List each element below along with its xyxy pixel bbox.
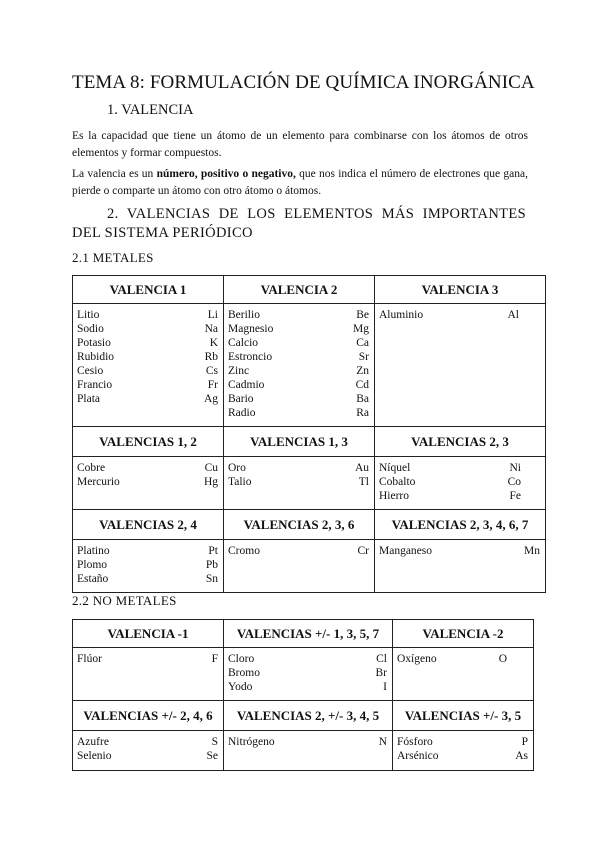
element-entry <box>228 735 388 749</box>
nonmetals-valence-table <box>72 619 534 771</box>
element-entry <box>228 392 370 406</box>
element-symbol: Br <box>375 667 387 679</box>
element-entry <box>228 378 370 392</box>
element-list <box>77 540 219 588</box>
section-heading-valencias-elementos: 2. VALENCIAS DE LOS ELEMENTOS MÁS IMPORTANTES DEL SISTEMA PERIÓDICO <box>72 206 526 241</box>
element-name: Bario <box>228 393 254 405</box>
element-name: Potasio <box>77 337 111 349</box>
group-header: VALENCIAS +/- 3, 5 <box>393 701 534 731</box>
element-entry <box>77 350 219 364</box>
element-name: Talio <box>228 476 252 488</box>
element-cell <box>375 457 546 510</box>
element-list <box>228 304 370 422</box>
element-name: Estaño <box>77 573 109 585</box>
element-symbol: N <box>378 736 387 748</box>
element-entry <box>77 475 219 489</box>
element-name: Yodo <box>228 681 253 693</box>
element-symbol: Rb <box>204 351 218 363</box>
table-row <box>73 648 534 701</box>
element-symbol: Ra <box>356 407 369 419</box>
element-entry <box>379 308 541 322</box>
element-name: Estroncio <box>228 351 273 363</box>
element-entry <box>228 364 370 378</box>
element-symbol: Ni <box>509 462 521 474</box>
element-symbol: Pb <box>205 559 218 571</box>
element-name: Berilio <box>228 309 260 321</box>
element-name: Cromo <box>228 545 260 557</box>
group-header: VALENCIAS 2, 3 <box>375 427 546 457</box>
element-name: Mercurio <box>77 476 120 488</box>
element-entry <box>77 308 219 322</box>
element-entry <box>228 475 370 489</box>
element-name: Bromo <box>228 667 260 679</box>
element-name: Cadmio <box>228 379 265 391</box>
element-name: Nitrógeno <box>228 736 275 748</box>
element-symbol: S <box>211 736 218 748</box>
element-symbol: Cr <box>357 545 369 557</box>
element-name: Cloro <box>228 653 255 665</box>
element-symbol: Fr <box>207 379 218 391</box>
element-list <box>379 540 541 560</box>
element-entry <box>397 735 529 749</box>
element-symbol: Sr <box>358 351 369 363</box>
element-symbol: Cu <box>204 462 218 474</box>
group-header: VALENCIAS 2, 4 <box>73 510 224 540</box>
element-symbol: Fe <box>509 490 521 502</box>
element-entry <box>77 364 219 378</box>
element-name: Hierro <box>379 490 410 502</box>
element-name: Arsénico <box>397 750 439 762</box>
element-list <box>77 731 219 765</box>
element-list <box>379 457 541 505</box>
element-list <box>77 304 219 408</box>
group-header: VALENCIAS 1, 3 <box>224 427 375 457</box>
element-symbol: Al <box>507 309 519 321</box>
element-symbol: K <box>209 337 218 349</box>
element-name: Selenio <box>77 750 112 762</box>
element-entry <box>77 322 219 336</box>
paragraph-bold-text: número, positivo o negativo, <box>156 168 296 180</box>
table-row <box>73 731 534 771</box>
element-symbol: As <box>515 750 528 762</box>
element-symbol: Sn <box>205 573 218 585</box>
element-entry <box>228 652 388 666</box>
element-cell <box>73 648 224 701</box>
element-symbol: Ba <box>356 393 369 405</box>
element-symbol: Ag <box>203 393 218 405</box>
element-name: Aluminio <box>379 309 424 321</box>
element-cell <box>393 731 534 771</box>
element-list <box>77 457 219 491</box>
table-header-row <box>73 701 534 731</box>
element-entry <box>397 749 529 763</box>
table-row <box>73 457 546 510</box>
element-name: Oxígeno <box>397 653 437 665</box>
element-entry <box>379 489 541 503</box>
element-list <box>397 731 529 765</box>
element-entry <box>228 308 370 322</box>
table-header-row <box>73 620 534 648</box>
group-header: VALENCIAS 2, 3, 4, 6, 7 <box>375 510 546 540</box>
valencia-number-paragraph <box>72 166 528 200</box>
element-cell <box>393 648 534 701</box>
element-list <box>379 304 541 324</box>
element-name: Zinc <box>228 365 250 377</box>
element-symbol: Tl <box>358 476 369 488</box>
element-symbol: Co <box>507 476 521 488</box>
element-symbol: Cs <box>205 365 218 377</box>
element-list <box>228 457 370 491</box>
element-symbol: Be <box>356 309 369 321</box>
group-header: VALENCIA -2 <box>393 620 534 648</box>
element-symbol: F <box>211 653 218 665</box>
element-entry <box>77 652 219 666</box>
element-symbol: Zn <box>356 365 369 377</box>
element-name: Sodio <box>77 323 104 335</box>
element-list <box>228 540 370 560</box>
element-entry <box>379 544 541 558</box>
table-row <box>73 304 546 427</box>
element-entry <box>379 475 541 489</box>
group-header: VALENCIAS 2, 3, 6 <box>224 510 375 540</box>
element-name: Platino <box>77 545 110 557</box>
element-entry <box>228 544 370 558</box>
element-symbol: Se <box>206 750 218 762</box>
element-symbol: Li <box>207 309 218 321</box>
element-entry <box>77 572 219 586</box>
element-symbol: Na <box>204 323 218 335</box>
subsection-heading-no-metales: 2.2 NO METALES <box>72 593 177 608</box>
element-entry <box>228 680 388 694</box>
element-cell <box>73 731 224 771</box>
group-header: VALENCIA 3 <box>375 276 546 304</box>
element-symbol: Ca <box>356 337 369 349</box>
page-title: TEMA 8: FORMULACIÓN DE QUÍMICA INORGÁNICA <box>72 72 535 93</box>
group-header: VALENCIA -1 <box>73 620 224 648</box>
element-name: Fósforo <box>397 736 433 748</box>
paragraph-text: que nos indica el número de electrones que gana, pierde o comparte un átomo con otro átomo o átomos. <box>72 168 528 197</box>
element-entry <box>77 749 219 763</box>
element-cell <box>224 457 375 510</box>
element-entry <box>77 735 219 749</box>
element-entry <box>228 666 388 680</box>
element-name: Cobalto <box>379 476 416 488</box>
element-entry <box>77 558 219 572</box>
element-entry <box>228 406 370 420</box>
element-name: Plata <box>77 393 100 405</box>
group-header: VALENCIAS 1, 2 <box>73 427 224 457</box>
table-header-row <box>73 276 546 304</box>
element-symbol: Mn <box>524 545 540 557</box>
element-cell <box>73 457 224 510</box>
element-cell <box>224 648 393 701</box>
metals-valence-table <box>72 275 546 593</box>
element-name: Cobre <box>77 462 106 474</box>
element-entry <box>77 336 219 350</box>
element-entry <box>397 652 529 666</box>
element-name: Litio <box>77 309 100 321</box>
element-entry <box>228 350 370 364</box>
section-heading-valencia: 1. VALENCIA <box>107 102 194 118</box>
group-header: VALENCIAS +/- 2, 4, 6 <box>73 701 224 731</box>
group-header: VALENCIA 1 <box>73 276 224 304</box>
element-cell <box>73 304 224 427</box>
element-symbol: O <box>498 653 507 665</box>
element-entry <box>77 392 219 406</box>
element-entry <box>77 461 219 475</box>
subsection-heading-metales: 2.1 METALES <box>72 250 154 265</box>
valencia-definition-paragraph: Es la capacidad que tiene un átomo de un elemento para combinarse con los átomos de otros elementos y formar compuestos. <box>72 130 528 159</box>
element-symbol: P <box>521 736 528 748</box>
element-name: Plomo <box>77 559 108 571</box>
element-entry <box>77 378 219 392</box>
element-name: Magnesio <box>228 323 274 335</box>
element-cell <box>224 540 375 593</box>
element-name: Oro <box>228 462 246 474</box>
element-symbol: I <box>383 681 387 693</box>
element-list <box>77 648 219 668</box>
element-name: Flúor <box>77 653 102 665</box>
element-symbol: Cd <box>355 379 369 391</box>
element-name: Azufre <box>77 736 109 748</box>
element-name: Níquel <box>379 462 411 474</box>
element-cell <box>375 304 546 427</box>
element-cell <box>224 304 375 427</box>
table-header-row <box>73 510 546 540</box>
element-list <box>228 648 388 696</box>
table-header-row <box>73 427 546 457</box>
table-row <box>73 540 546 593</box>
element-cell <box>73 540 224 593</box>
element-symbol: Pt <box>208 545 218 557</box>
element-entry <box>228 336 370 350</box>
element-entry <box>77 544 219 558</box>
element-cell <box>375 540 546 593</box>
element-cell <box>224 731 393 771</box>
group-header: VALENCIAS 2, +/- 3, 4, 5 <box>224 701 393 731</box>
element-name: Calcio <box>228 337 259 349</box>
element-list <box>397 648 529 668</box>
paragraph-text: La valencia es un <box>72 168 157 180</box>
element-symbol: Hg <box>203 476 218 488</box>
element-list <box>228 731 388 751</box>
element-entry <box>379 461 541 475</box>
element-name: Francio <box>77 379 113 391</box>
element-name: Rubidio <box>77 351 115 363</box>
element-name: Cesio <box>77 365 104 377</box>
element-symbol: Au <box>354 462 369 474</box>
element-entry <box>228 461 370 475</box>
element-symbol: Mg <box>353 323 369 335</box>
group-header: VALENCIAS +/- 1, 3, 5, 7 <box>224 620 393 648</box>
group-header: VALENCIA 2 <box>224 276 375 304</box>
element-symbol: Cl <box>376 653 387 665</box>
element-entry <box>228 322 370 336</box>
element-name: Radio <box>228 407 256 419</box>
element-name: Manganeso <box>379 545 433 557</box>
